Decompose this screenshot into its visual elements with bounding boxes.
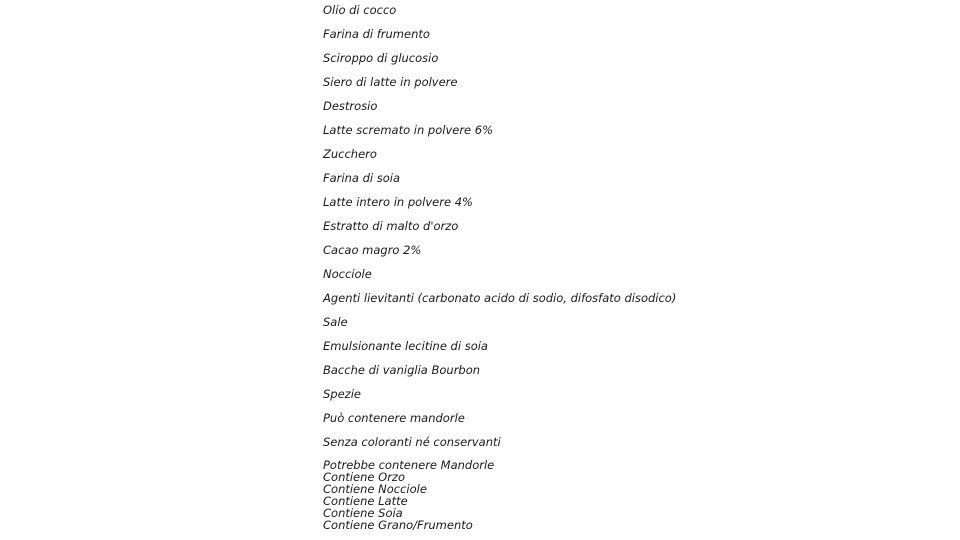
- ingredient-item: Agenti lievitanti (carbonato acido di sodio, difosfato disodico): [323, 291, 677, 305]
- ingredient-item: Olio di cocco: [323, 3, 397, 17]
- ingredient-item: Siero di latte in polvere: [323, 75, 458, 89]
- ingredient-item: Farina di frumento: [323, 27, 430, 41]
- ingredient-item: Senza coloranti né conservanti: [323, 435, 501, 449]
- allergen-item: Contiene Latte: [323, 494, 408, 508]
- allergen-item: Contiene Orzo: [323, 470, 406, 484]
- ingredient-item: Emulsionante lecitine di soia: [323, 339, 488, 353]
- ingredient-item: Latte intero in polvere 4%: [323, 195, 473, 209]
- ingredients-list: [323, 3, 676, 459]
- allergen-item: Contiene Nocciole: [323, 482, 427, 496]
- ingredient-item: Sale: [323, 315, 348, 329]
- ingredient-item: Farina di soia: [323, 171, 400, 185]
- ingredient-item: Latte scremato in polvere 6%: [323, 123, 494, 137]
- ingredient-item: Può contenere mandorle: [323, 411, 465, 425]
- ingredient-item: Destrosio: [323, 99, 378, 113]
- ingredient-item: Estratto di malto d'orzo: [323, 219, 459, 233]
- allergen-item: Contiene Soia: [323, 506, 403, 520]
- allergen-item: Potrebbe contenere Mandorle: [323, 458, 495, 472]
- ingredient-item: Cacao magro 2%: [323, 243, 422, 257]
- ingredient-item: Sciroppo di glucosio: [323, 51, 439, 65]
- ingredient-item: Zucchero: [323, 147, 377, 161]
- ingredient-item: Nocciole: [323, 267, 372, 281]
- ingredient-item: Bacche di vaniglia Bourbon: [323, 363, 481, 377]
- allergen-item: Contiene Grano/Frumento: [323, 518, 473, 532]
- allergen-list: [323, 459, 494, 531]
- ingredient-item: Spezie: [323, 387, 361, 401]
